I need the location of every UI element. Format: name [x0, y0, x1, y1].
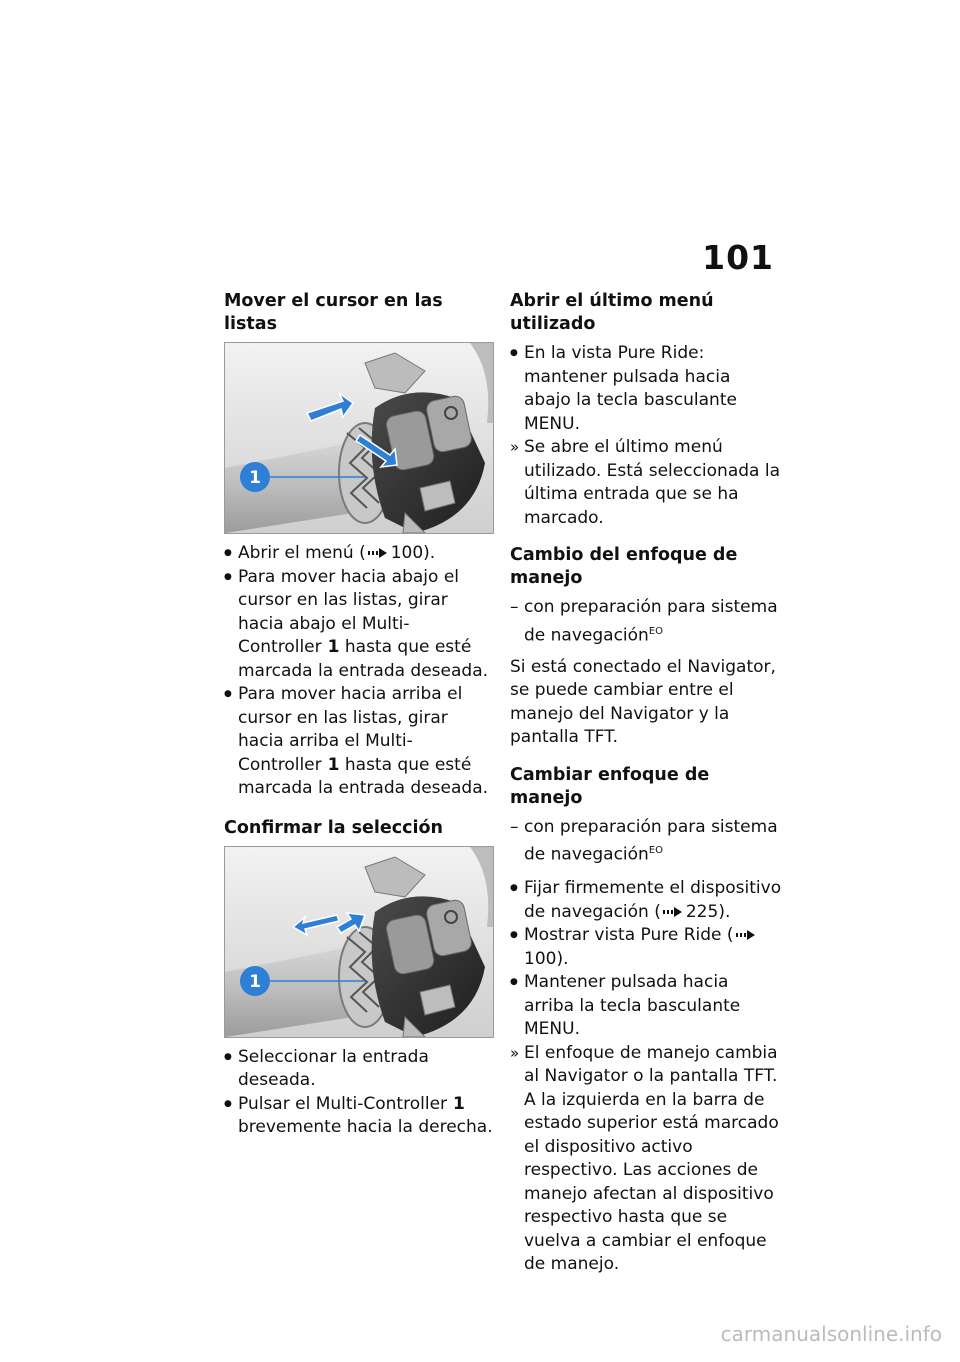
section-heading-last-menu: Abrir el último menú utilizado — [510, 291, 714, 334]
callout-number: 1 — [249, 468, 261, 488]
section-heading-switch-focus: Cambiar enfoque de manejo — [510, 764, 710, 808]
list-item: ● En la vista Pure Ride: mantener pulsada hacia abajo la tecla basculante MENU. — [510, 342, 782, 436]
watermark: carmanualsonline.info — [720, 1322, 942, 1346]
figure-handlebar-press — [224, 846, 494, 1038]
list-item: ● Abrir el menú ( 100). — [224, 542, 494, 566]
list-item-result: » Se abre el último menú utilizado. Está seleccionada la última entrada que se ha marcado. — [510, 436, 782, 530]
figure-handlebar-scroll — [224, 342, 494, 534]
list-item-condition: – con preparación para sistema de navegación$^{EO}$ — [510, 816, 782, 868]
list-item-condition: – con preparación para sistema de navegación$^{EO}$ — [510, 596, 782, 648]
instruction-list-last-menu — [510, 342, 782, 530]
page-reference-arrow-icon — [736, 929, 756, 941]
left-column — [224, 290, 494, 1140]
page-reference-arrow-icon — [368, 547, 388, 559]
instruction-list-move-cursor — [224, 542, 494, 801]
section-heading-confirm: Confirmar la selección — [224, 817, 443, 838]
list-item: ● Mantener pulsada hacia arriba la tecla basculante MENU. — [510, 971, 782, 1042]
list-item: ● Seleccionar la entrada deseada. — [224, 1046, 494, 1093]
page-number: 101 — [702, 238, 774, 277]
list-item: ● Fijar firmemente el dispositivo de navegación ( 225). — [510, 877, 782, 924]
condition-list — [510, 816, 782, 868]
instruction-list-confirm — [224, 1046, 494, 1140]
list-item: ● Para mover hacia abajo el cursor en las listas, girar hacia abajo el Multi-Controller 1 hasta que esté marcada la entrada deseada. — [224, 566, 494, 684]
list-item: ● Pulsar el Multi-Controller 1 brevemente hacia la derecha. — [224, 1093, 494, 1140]
section-heading-move-cursor: Mover el cursor en las listas — [224, 291, 443, 334]
handlebar-illustration — [225, 343, 493, 533]
list-item: ● Para mover hacia arriba el cursor en las listas, girar hacia arriba el Multi-Controller 1 hasta que esté marcada la entrada deseada. — [224, 683, 494, 801]
list-item-result: » El enfoque de manejo cambia al Navigator o la pantalla TFT. A la izquierda en la barra de estado superior está marcado el dispositivo activo respectivo. Las acciones de manejo afectan al dispositivo respectivo hasta que se vuelva a cambiar el enfoque de manejo. — [510, 1042, 782, 1277]
callout-number: 1 — [249, 971, 261, 992]
instruction-list-switch-focus — [510, 877, 782, 1277]
paragraph: Si está conectado el Navigator, se puede cambiar entre el manejo del Navigator y la pantalla TFT. — [510, 656, 776, 748]
page-reference-arrow-icon — [663, 906, 683, 918]
condition-list — [510, 596, 782, 648]
section-heading-focus-change: Cambio del enfoque de manejo — [510, 545, 738, 588]
handlebar-illustration — [225, 847, 493, 1037]
right-column — [510, 290, 782, 1277]
list-item: ● Mostrar vista Pure Ride (100). — [510, 924, 782, 971]
